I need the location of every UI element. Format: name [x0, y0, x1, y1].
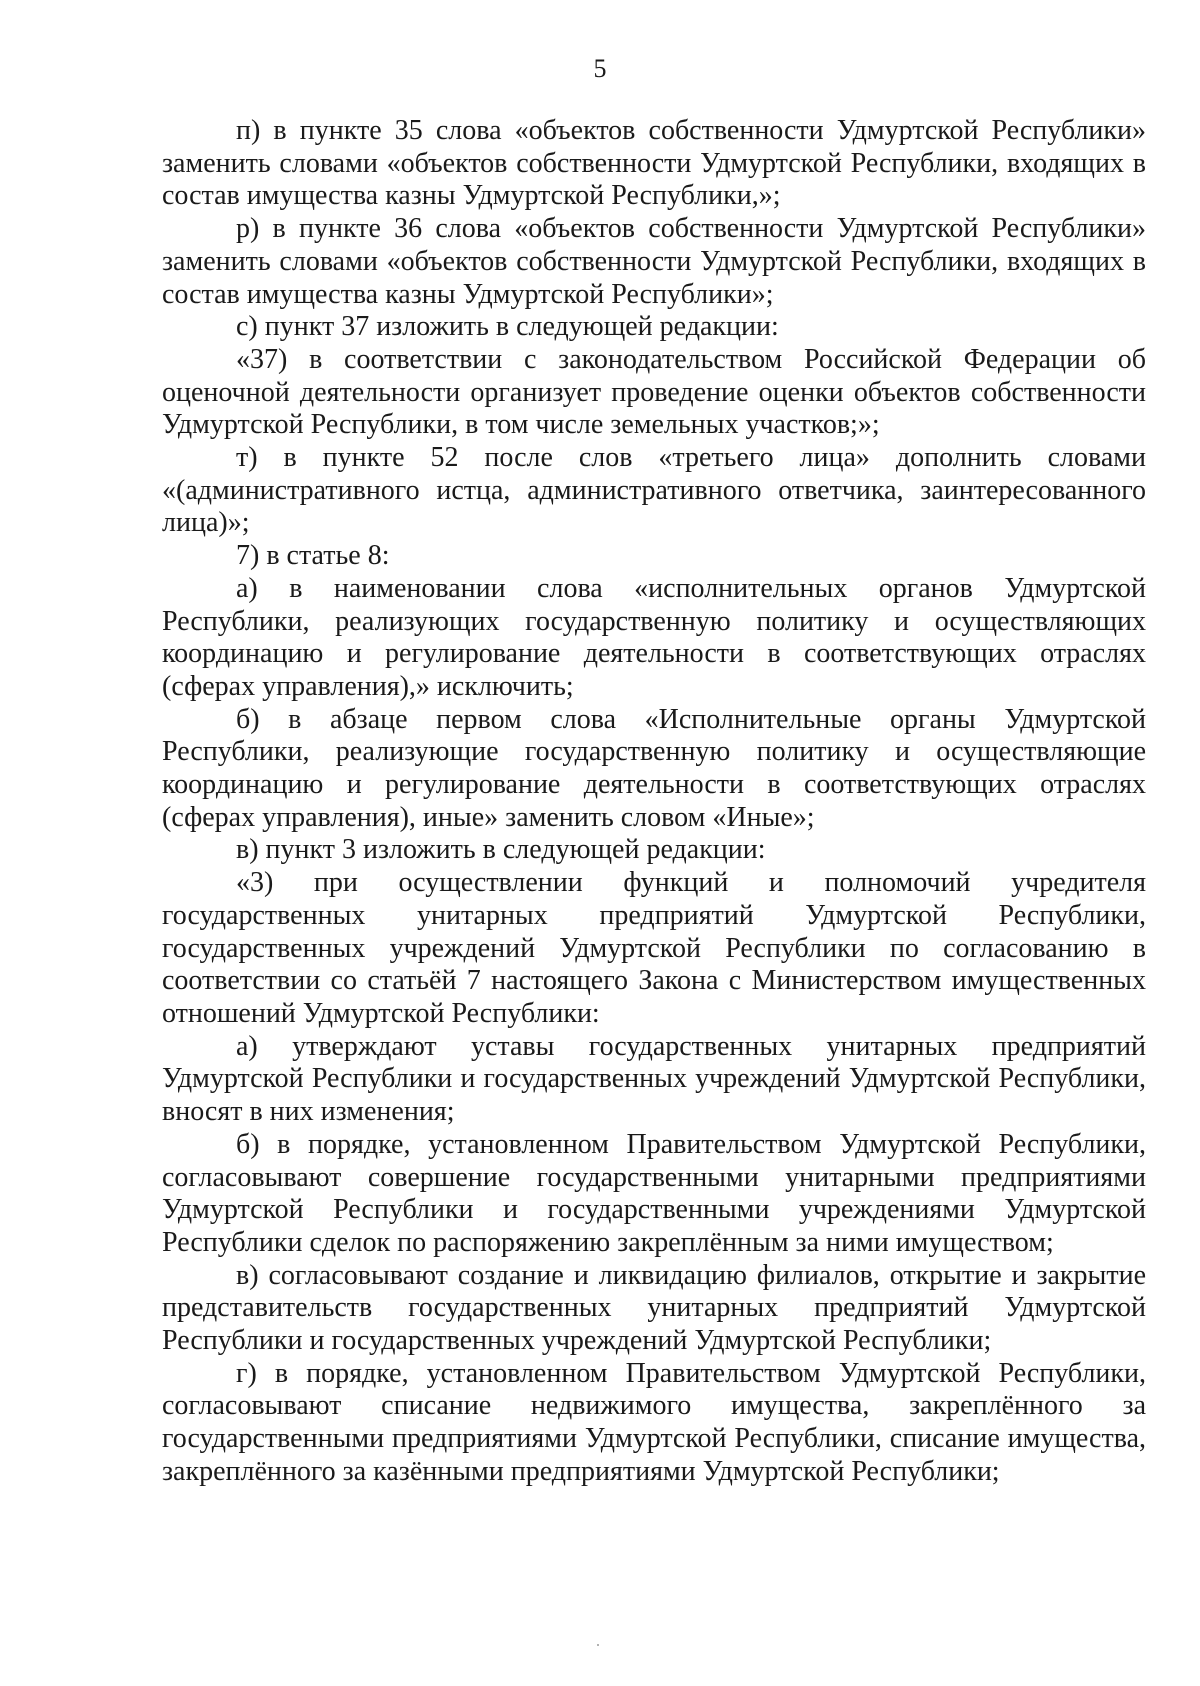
- paragraph-article-8-heading: 7) в статье 8:: [236, 540, 390, 572]
- paragraph-s-item-37-intro: с) пункт 37 изложить в следующей редакции:: [236, 311, 779, 343]
- paragraph-p-item-35: п) в пункте 35 слова «объектов собственности Удмуртской Республики» заменить словами «объектов собственности Удмуртской Республики, входящих в состав имущества казны Удмуртской Республики,»;: [162, 115, 1146, 212]
- paragraph-sub-b-transactions: б) в порядке, установленном Правительством Удмуртской Республики, согласовывают совершение государственными унитарными предприятиями Удмуртской Республики и государственными учреждениями Удмуртской Республики сделок по распоряжению закреплённым за ними имуществом;: [162, 1128, 1146, 1258]
- scan-speck: [597, 1644, 599, 1646]
- paragraph-r-item-36: р) в пункте 36 слова «объектов собственности Удмуртской Республики» заменить словами «объектов собственности Удмуртской Республики, входящих в состав имущества казны Удмуртской Республики»;: [162, 213, 1146, 310]
- paragraph-sub-a-charters: а) утверждают уставы государственных унитарных предприятий Удмуртской Республики и государственных учреждений Удмуртской Республики, вносят в них изменения;: [162, 1030, 1146, 1128]
- paragraph-v-item-3-intro: в) пункт 3 изложить в следующей редакции:: [236, 834, 766, 866]
- document-body: [162, 115, 1146, 1489]
- paragraph-t-item-52: т) в пункте 52 после слов «третьего лица» дополнить словами «(административного истца, административного ответчика, заинтересованного лица)»;: [162, 442, 1146, 539]
- paragraph-item-3-new-text: «3) при осуществлении функций и полномочий учредителя государственных унитарных предприятий Удмуртской Республики, государственных учреждений Удмуртской Республики по согласованию в соответствии со статьёй 7 настоящего Закона с Министерством имущественных отношений Удмуртской Республики:: [162, 867, 1146, 1029]
- paragraph-a-naming: а) в наименовании слова «исполнительных органов Удмуртской Республики, реализующих государственную политику и осуществляющих координацию и регулирование деятельности в соответствующих отраслях (сферах управления),» исключить;: [162, 572, 1146, 702]
- paragraph-sub-v-branches: в) согласовывают создание и ликвидацию филиалов, открытие и закрытие представительств государственных унитарных предприятий Удмуртской Республики и государственных учреждений Удмуртской Республики;: [162, 1259, 1146, 1357]
- page-number: 5: [593, 54, 607, 83]
- paragraph-sub-g-write-off: г) в порядке, установленном Правительством Удмуртской Республики, согласовывают списание недвижимого имущества, закреплённого за государственными предприятиями Удмуртской Республики, списание имущества, закреплённого за казёнными предприятиями Удмуртской Республики;: [162, 1357, 1146, 1487]
- paragraph-b-first-abzac: б) в абзаце первом слова «Исполнительные органы Удмуртской Республики, реализующие государственную политику и осуществляющие координацию и регулирование деятельности в соответствующих отраслях (сферах управления), иные» заменить словом «Иные»;: [162, 703, 1146, 833]
- paragraph-item-37-new-text: «37) в соответствии с законодательством Российской Федерации об оценочной деятельности организует проведение оценки объектов собственности Удмуртской Республики, в том числе земельных участков;»;: [162, 343, 1146, 441]
